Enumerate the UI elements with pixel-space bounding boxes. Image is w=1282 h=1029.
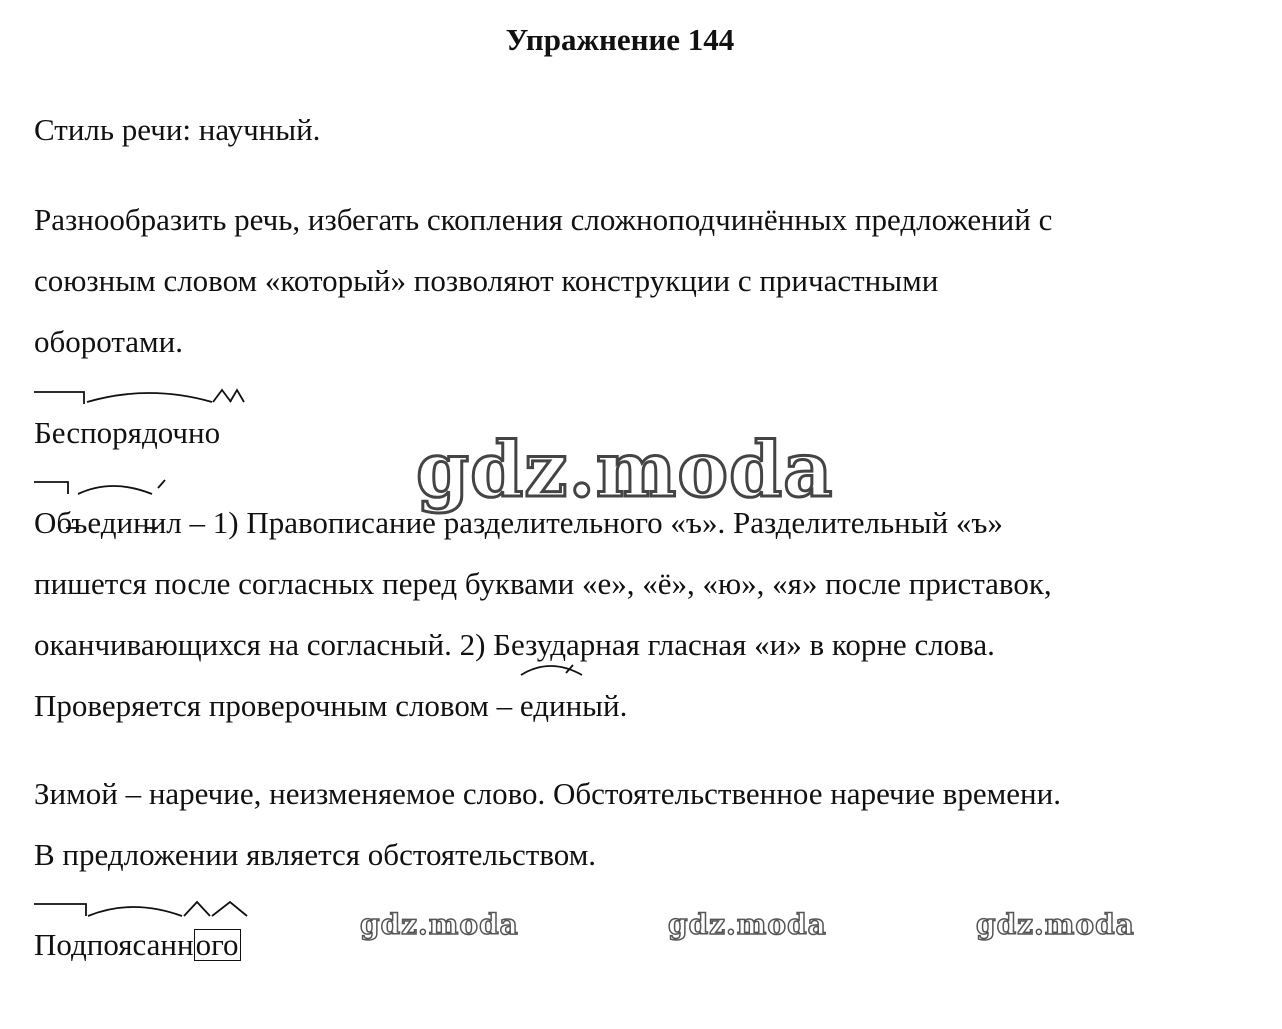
morpheme-word-bysporyadochno <box>34 402 220 463</box>
morpheme-word-ediny <box>520 675 620 736</box>
check-prefix-text: Проверяется проверочным словом – <box>34 688 520 723</box>
paragraph-line: В предложении является обстоятельством. <box>34 837 597 872</box>
watermark-logo-small: gdz.moda <box>360 908 519 941</box>
check-word-text: единый <box>519 688 620 723</box>
period-text: . <box>619 688 628 723</box>
speech-style-line <box>34 99 1234 160</box>
watermark-logo: gdz.moda <box>416 425 834 514</box>
speech-style-text: Стиль речи: научный. <box>34 112 321 147</box>
paragraph-line: пишется после согласных перед буквами «е», «ё», «ю», «я» после приставок, <box>34 566 1052 601</box>
ending-box: ого <box>195 927 239 962</box>
morpheme-word-podpoyasannogo <box>34 914 241 975</box>
word-text: Беспорядочно <box>34 415 221 450</box>
paragraph-line: союзным словом «который» позволяют конструкции с причастными <box>34 263 939 298</box>
paragraph-line: Разнообразить речь, избегать скопления сложноподчинённых предложений с <box>34 202 1053 237</box>
morpheme-marks <box>520 661 610 681</box>
paragraph-line: оборотами. <box>34 324 184 359</box>
paragraph-adverb <box>34 763 1234 885</box>
watermark-logo-small: gdz.moda <box>976 908 1135 941</box>
watermark-logo-small: gdz.moda <box>668 908 827 941</box>
word-stem-text: Подпоясанн <box>34 927 194 962</box>
word-explanation-text: – 1) Правописание разделительного «ъ». Разделительный «ъ» <box>181 505 1003 540</box>
morpheme-marks <box>34 900 266 920</box>
paragraph-participial <box>34 189 1234 372</box>
exercise-title: Упражнение 144 <box>505 22 735 57</box>
morpheme-word-obedinil <box>34 492 182 553</box>
morpheme-marks <box>34 478 174 532</box>
paragraph-line: оканчивающихся на согласный. 2) Безударная гласная «и» в корне слова. <box>34 627 995 662</box>
morpheme-marks <box>34 388 246 408</box>
word-analysis-2 <box>34 492 1234 736</box>
paragraph-line: Зимой – наречие, неизменяемое слово. Обстоятельственное наречие времени. <box>34 776 1061 811</box>
word-text: Объединил <box>34 505 182 540</box>
